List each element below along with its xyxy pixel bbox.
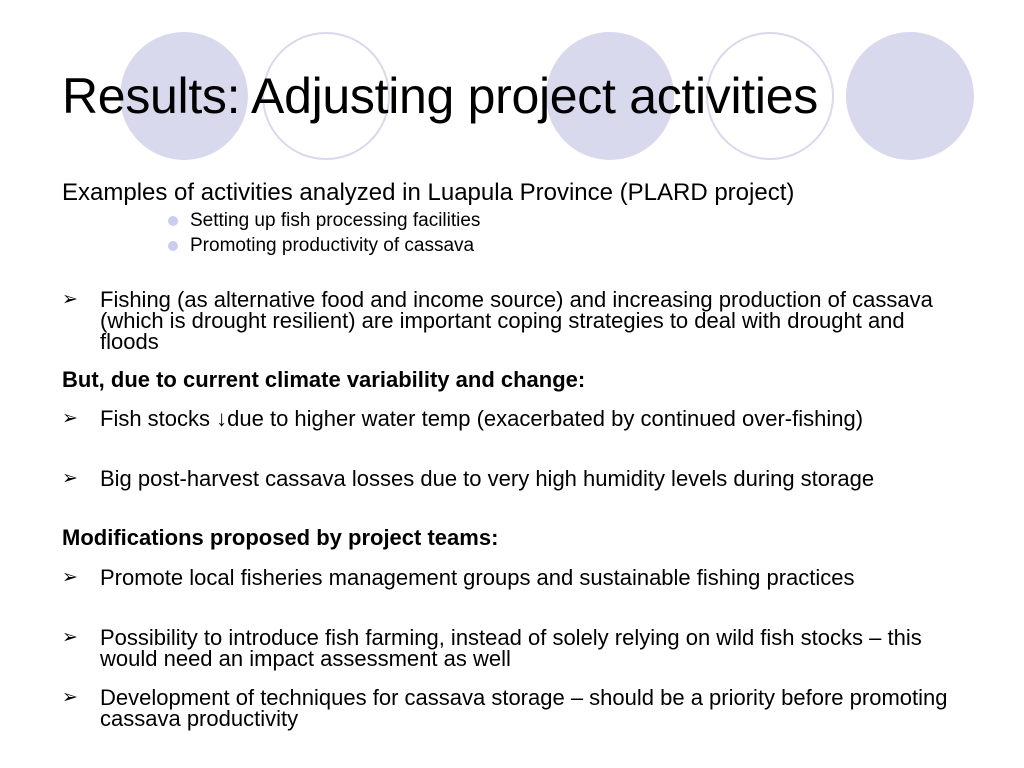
arrow-bullet-icon: ➢ bbox=[62, 288, 78, 310]
bullet-dot-icon bbox=[168, 241, 178, 251]
arrow-bullet-item bbox=[62, 289, 962, 352]
bullet-text: Fishing (as alternative food and income source) and increasing production of cassava (which is drought resilient) are important coping strategies to deal with drought and floods bbox=[100, 287, 933, 354]
bullet-text: Possibility to introduce fish farming, instead of solely relying on wild fish stocks – this would need an impact assessment as well bbox=[100, 625, 922, 671]
arrow-bullet-icon: ➢ bbox=[62, 467, 78, 489]
arrow-bullet-item bbox=[62, 627, 962, 669]
sub-bullet-text: Setting up fish processing facilities bbox=[190, 210, 481, 231]
intro-text: Examples of activities analyzed in Luapula Province (PLARD project) bbox=[62, 179, 795, 206]
arrow-bullet-item bbox=[62, 567, 962, 588]
arrow-bullet-icon: ➢ bbox=[62, 566, 78, 588]
bullet-text: Development of techniques for cassava storage – should be a priority before promoting cassava productivity bbox=[100, 685, 948, 731]
decorative-circle-filled bbox=[846, 32, 974, 160]
arrow-bullet-item bbox=[62, 687, 962, 729]
bullet-text: Promote local fisheries management groups and sustainable fishing practices bbox=[100, 565, 855, 590]
arrow-bullet-item bbox=[62, 408, 962, 429]
slide-title: Results: Adjusting project activities bbox=[62, 68, 818, 124]
sub-bullet-text: Promoting productivity of cassava bbox=[190, 235, 475, 256]
arrow-bullet-icon: ➢ bbox=[62, 407, 78, 429]
arrow-bullet-item bbox=[62, 468, 962, 489]
bullet-dot-icon bbox=[168, 216, 178, 226]
arrow-bullet-icon: ➢ bbox=[62, 626, 78, 648]
section-heading: But, due to current climate variability and change: bbox=[62, 367, 586, 392]
bullet-text: Fish stocks ↓due to higher water temp (exacerbated by continued over-fishing) bbox=[100, 406, 864, 431]
arrow-bullet-icon: ➢ bbox=[62, 686, 78, 708]
bullet-text: Big post-harvest cassava losses due to very high humidity levels during storage bbox=[100, 466, 875, 491]
section-heading: Modifications proposed by project teams: bbox=[62, 525, 499, 550]
